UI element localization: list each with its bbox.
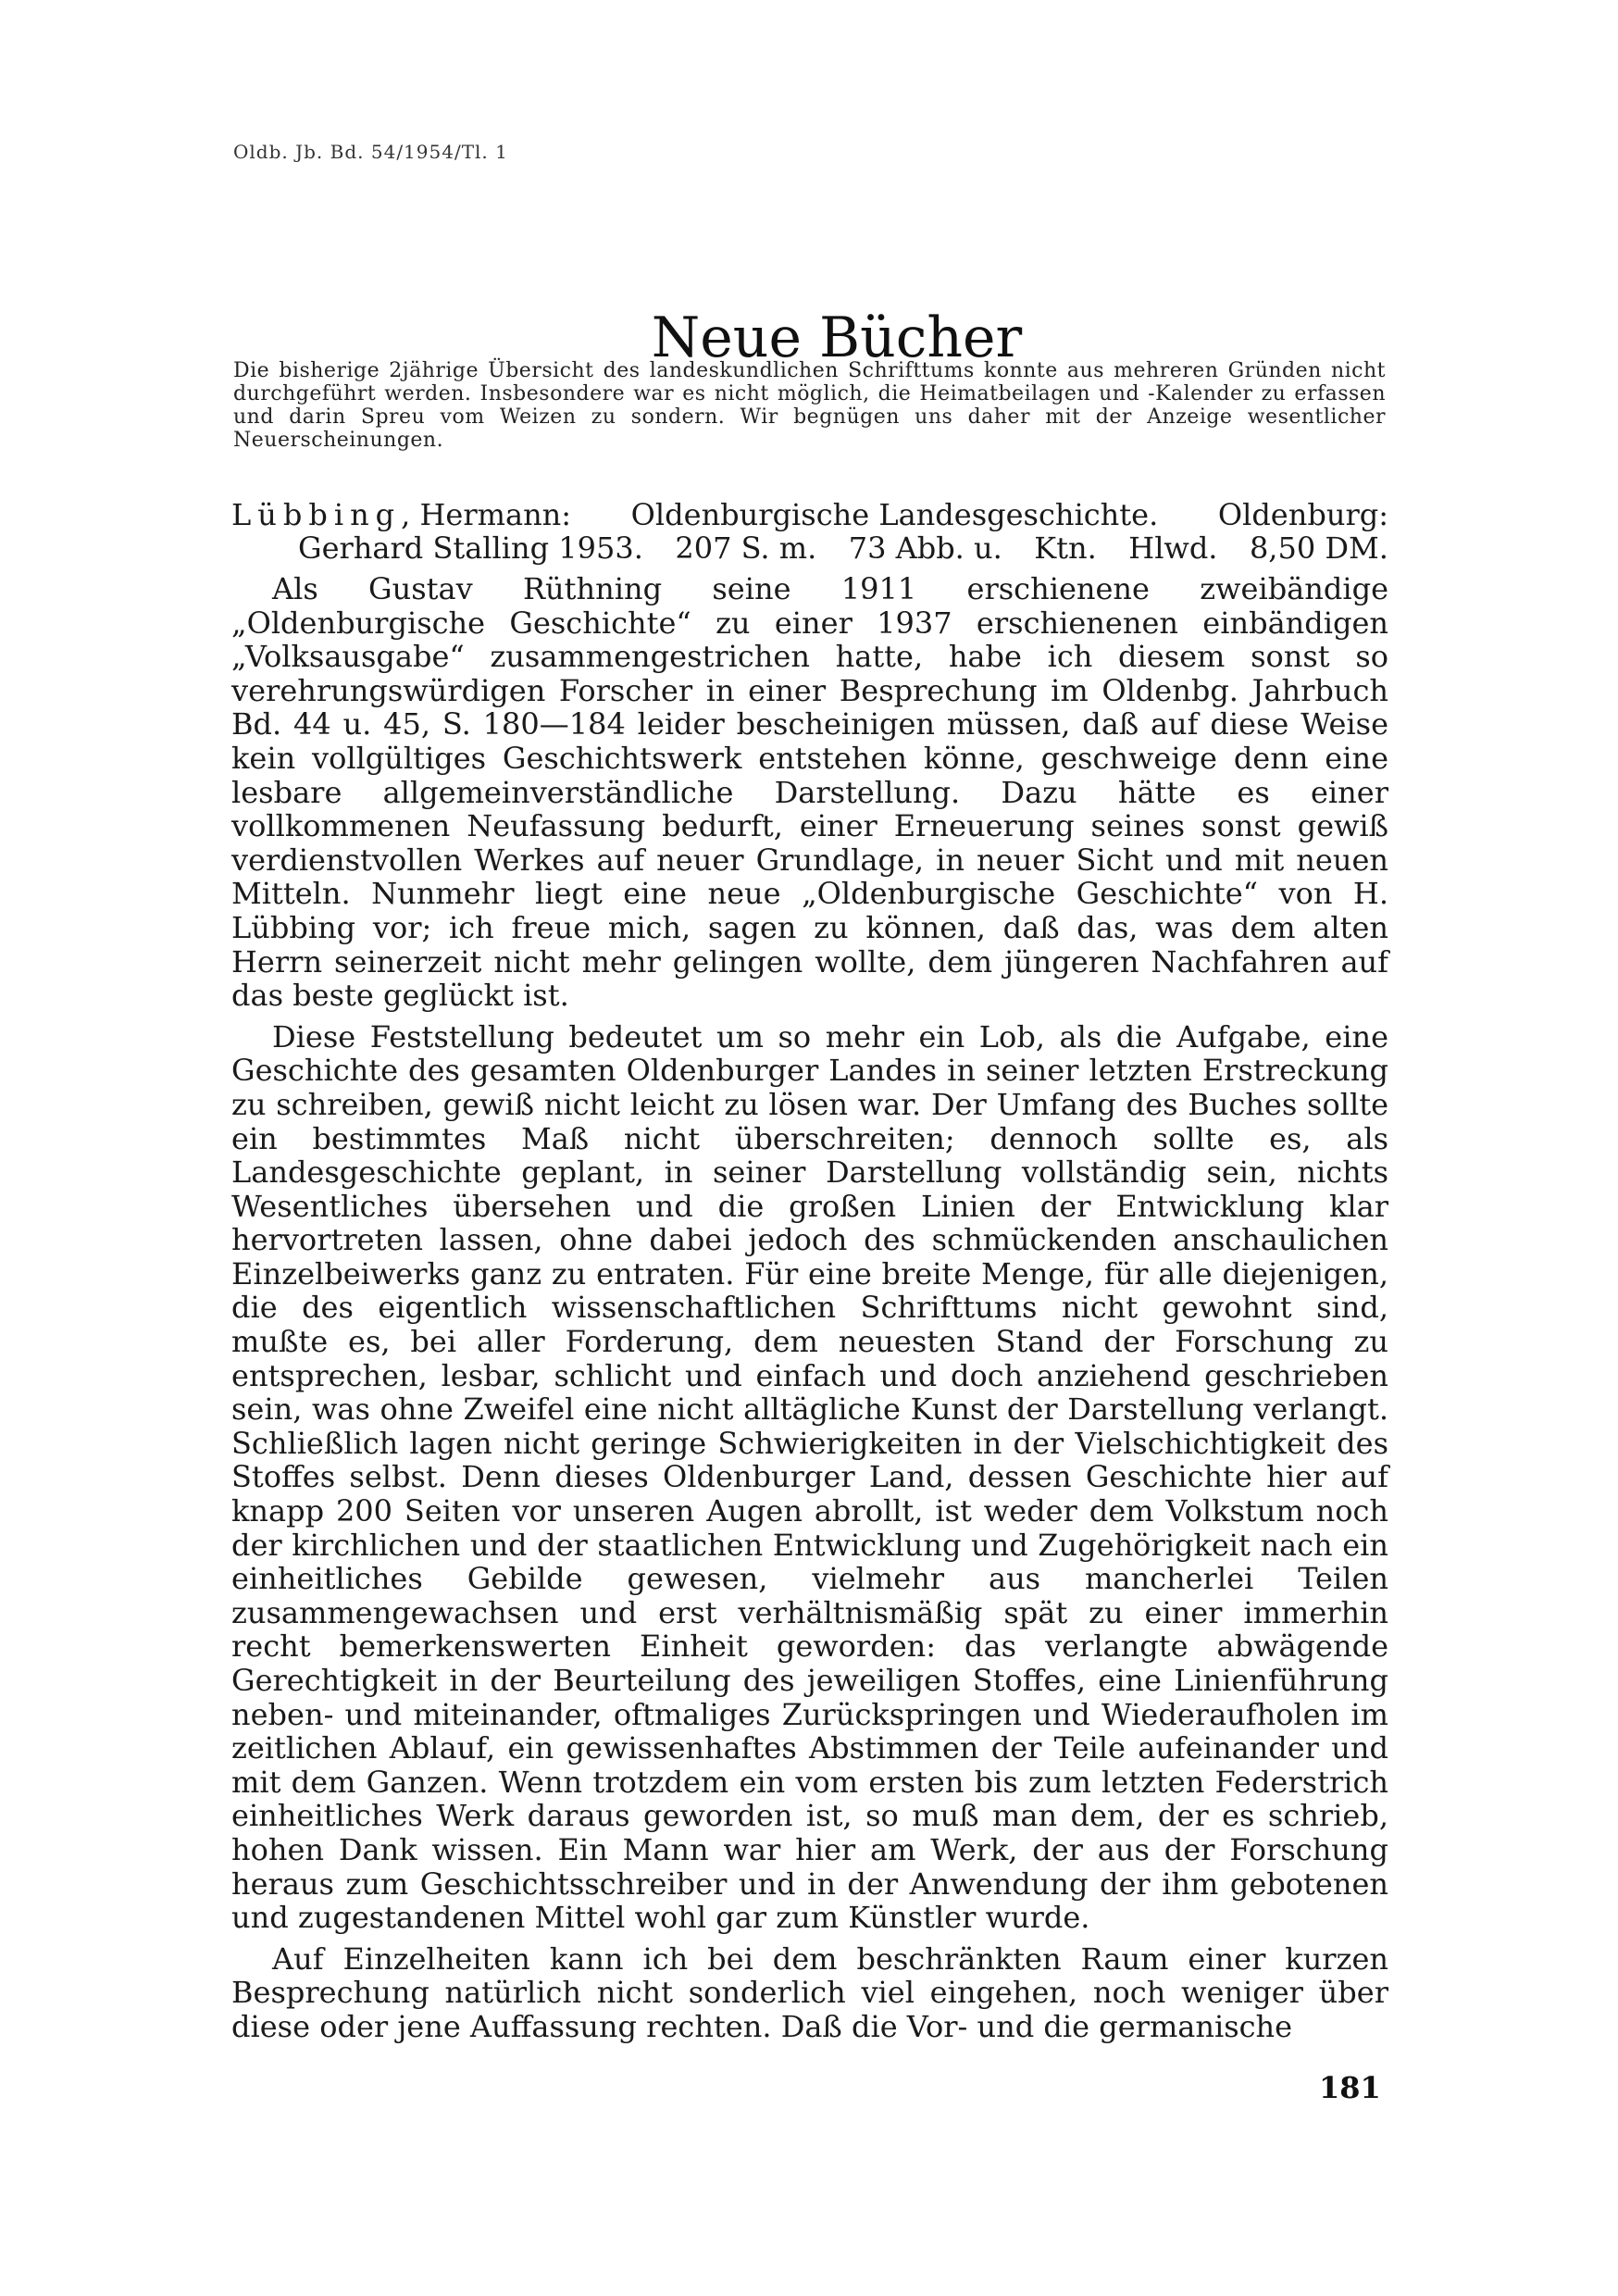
entry-pages: 207 S. m. — [675, 530, 817, 566]
entry-line-2 — [298, 531, 1388, 565]
entry-book-title: Oldenburgische Landesgeschichte. — [630, 497, 1159, 532]
author-first-name: , Hermann: — [401, 497, 572, 532]
book-entry-heading — [231, 498, 1388, 565]
entry-illustrations: 73 Abb. u. — [848, 530, 1002, 566]
entry-price: 8,50 DM. — [1249, 530, 1388, 566]
author-name: Lübbing — [231, 497, 402, 532]
body-paragraph: Diese Feststellung bedeutet um so mehr ein Lob, als die Aufgabe, eine Geschichte des gesamten Oldenburger Landes in seiner letzten Erstreckung zu schreiben, gewiß nicht leicht zu lösen war. Der Umfang des Buches sollte ein bestimmtes Maß nicht überschreiten; dennoch sollte es, als Landesgeschichte geplant, in seiner Darstellung vollständig sein, nichts Wesentliches übersehen und die großen Linien der Entwicklung klar hervortreten lassen, ohne dabei jedoch des schmückenden anschaulichen Einzelbeiwerks ganz zu entraten. Für eine breite Menge, für alle diejenigen, die des eigentlich wissenschaftlichen Schrifttums nicht gewohnt sind, mußte es, bei aller Forderung, dem neuesten Stand der Forschung zu entsprechen, lesbar, schlicht und einfach und doch anziehend geschrieben sein, was ohne Zweifel eine nicht alltägliche Kunst der Darstellung verlangt. Schließlich lagen nicht geringe Schwierigkeiten in der Vielschichtigkeit des Stoffes selbst. Denn dieses Oldenburger Land, dessen Geschichte hier auf knapp 200 Seiten vor unseren Augen abrollt, ist weder dem Volkstum noch der kirchlichen und der staatlichen Entwicklung und Zugehörigkeit nach ein einheitliches Gebilde gewesen, vielmehr aus mancherlei Teilen zusammengewachsen und erst verhältnismäßig spät zu einer immerhin recht bemerkenswerten Einheit geworden: das verlangte abwägende Gerechtigkeit in der Beurteilung des jeweiligen Stoffes, eine Linienführung neben- und miteinander, oftmaliges Zurückspringen und Wiederaufholen im zeitlichen Ablauf, ein gewissenhaftes Abstimmen der Teile aufeinander und mit dem Ganzen. Wenn trotzdem ein vom ersten bis zum letzten Federstrich einheitliches Werk daraus geworden ist, so muß man dem, der es schrieb, hohen Dank wissen. Ein Mann war hier am Werk, der aus der Forschung heraus zum Geschichtsschreiber und in der Anwendung der ihm gebotenen und zugestandenen Mittel wohl gar zum Künstler wurde. — [231, 1018, 1388, 1936]
body-paragraph: Auf Einzelheiten kann ich bei dem beschränkten Raum einer kurzen Besprechung natürlich nicht sonderlich viel eingehen, noch weniger über diese oder jene Auffassung rechten. Daß die Vor- und die germanische — [231, 1940, 1388, 2044]
entry-line-1 — [231, 498, 1388, 531]
entry-binding: Hlwd. — [1128, 530, 1218, 566]
entry-place: Oldenburg: — [1217, 497, 1388, 532]
review-body — [231, 572, 1388, 2052]
entry-maps: Ktn. — [1034, 530, 1097, 566]
section-title: Neue Bücher — [651, 306, 1023, 371]
running-head: Oldb. Jb. Bd. 54/1954/Tl. 1 — [233, 141, 508, 163]
entry-author — [231, 498, 571, 531]
intro-paragraph: Die bisherige 2jährige Übersicht des landeskundlichen Schrifttums konnte aus mehreren Gründen nicht durchgeführt werden. Insbesondere war es nicht möglich, die Heimatbeilagen und -Kalender zu erfassen und darin Spreu vom Weizen zu sondern. Wir begnügen uns daher mit der Anzeige wesentlicher Neuerscheinungen. — [233, 359, 1386, 452]
entry-publisher: Gerhard Stalling 1953. — [298, 530, 643, 566]
body-paragraph: Als Gustav Rüthning seine 1911 erschienene zweibändige „Oldenburgische Geschichte“ zu einer 1937 erschienenen einbändigen „Volksausgabe“ zusammengestrichen hatte, habe ich diesem sonst so verehrungswürdigen Forscher in einer Besprechung im Oldenbg. Jahrbuch Bd. 44 u. 45, S. 180—184 leider bescheinigen müssen, daß auf diese Weise kein vollgültiges Geschichtswerk entstehen könne, geschweige denn eine lesbare allgemeinverständliche Darstellung. Dazu hätte es einer vollkommenen Neufassung bedurft, einer Erneuerung seines sonst gewiß verdienstvollen Werkes auf neuer Grundlage, in neuer Sicht und mit neuen Mitteln. Nunmehr liegt eine neue „Oldenburgische Geschichte“ von H. Lübbing vor; ich freue mich, sagen zu können, daß das, was dem alten Herrn seinerzeit nicht mehr gelingen wollte, dem jüngeren Nachfahren auf das beste geglückt ist. — [231, 571, 1388, 1014]
page-number: 181 — [1319, 2070, 1381, 2105]
